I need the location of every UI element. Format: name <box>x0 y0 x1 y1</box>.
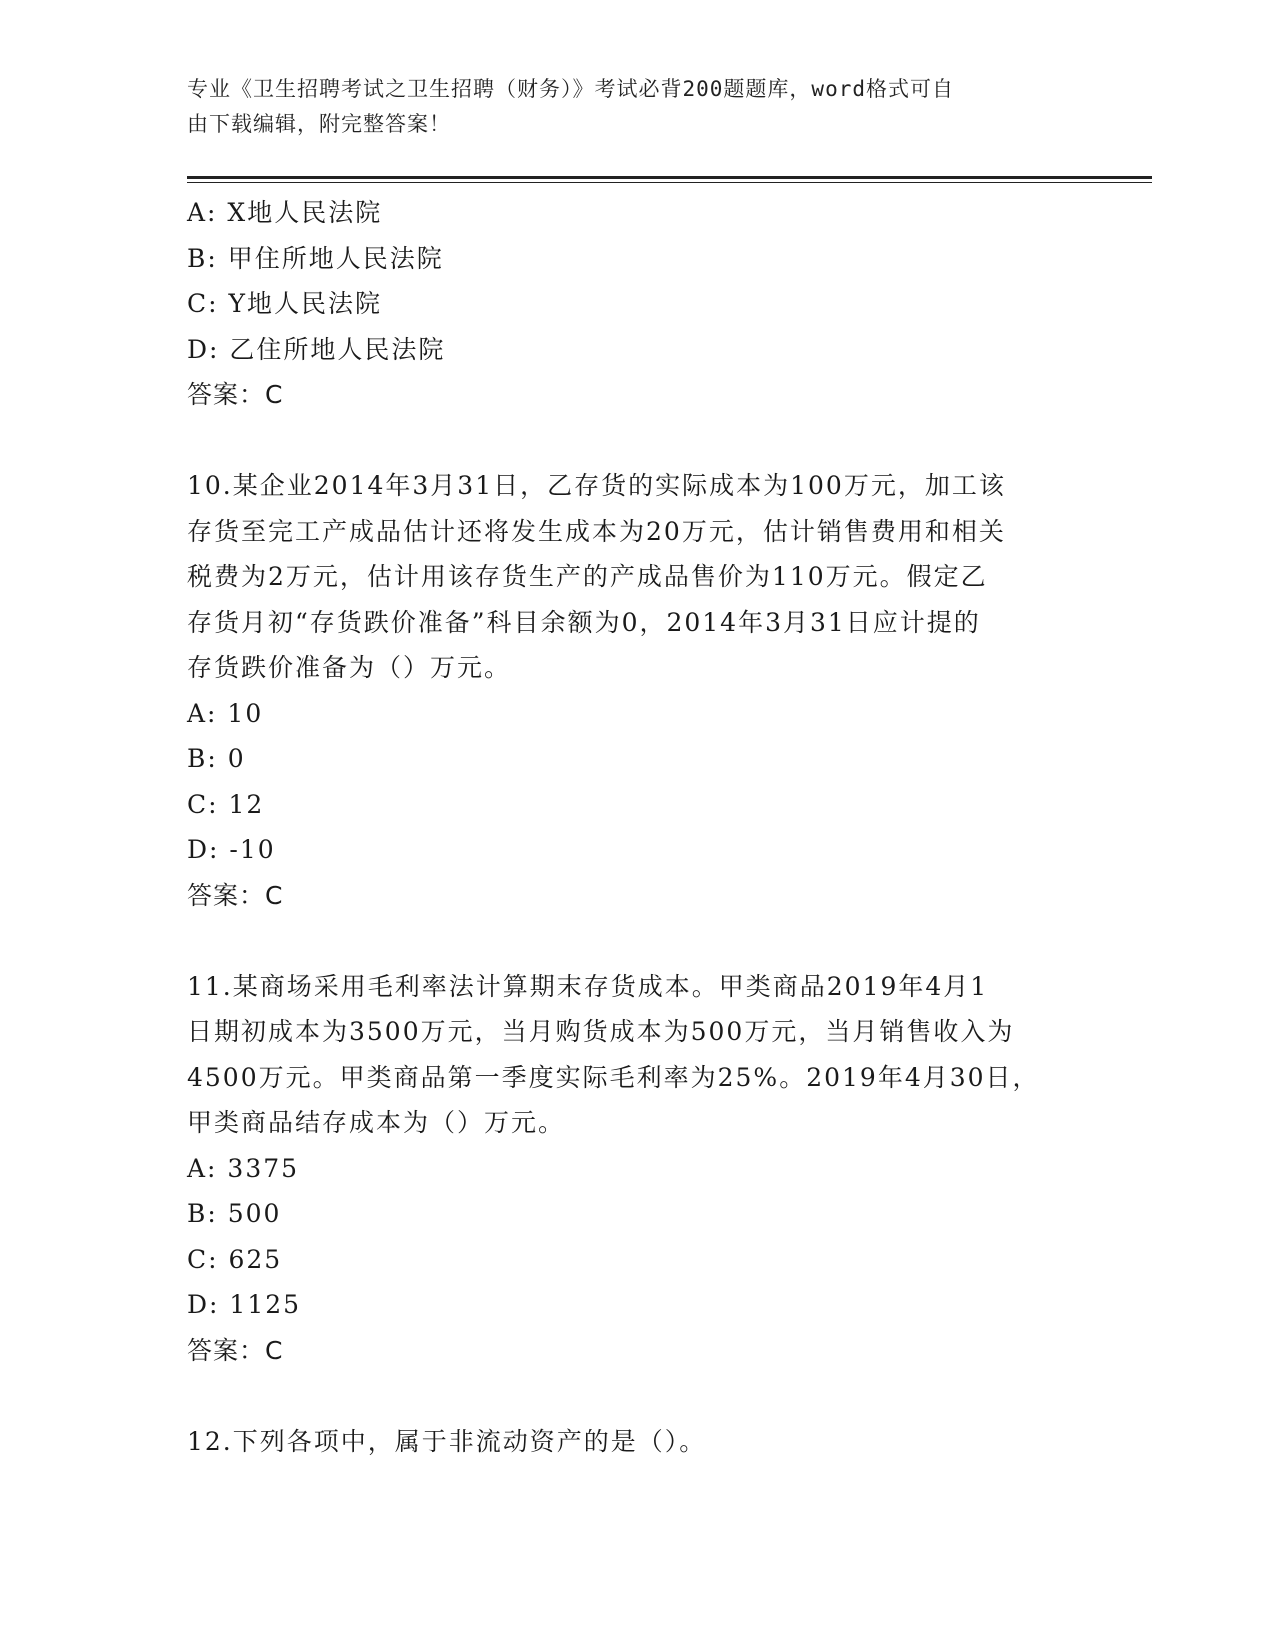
option-a: A: X地人民法院 <box>187 198 383 227</box>
spacer <box>187 918 1067 964</box>
header-line-2: 由下载编辑，附完整答案！ <box>187 112 451 136</box>
option-b: B: 500 <box>187 1199 282 1228</box>
question-stem-line: 存货月初“存货跌价准备”科目余额为0，2014年3月31日应计提的 <box>187 607 981 637</box>
question-10 <box>187 463 1067 918</box>
header-divider-thick <box>187 176 1152 179</box>
spacer <box>187 418 1067 464</box>
option-d: D: -10 <box>187 835 276 864</box>
header-divider-thin <box>187 182 1152 183</box>
question-content <box>187 190 1067 1464</box>
question-stem-line: 4500万元。甲类商品第一季度实际毛利率为25%。2019年4月30日， <box>187 1062 1040 1092</box>
option-b: B: 0 <box>187 744 246 773</box>
option-c: C: Y地人民法院 <box>187 289 383 318</box>
option-a: A: 3375 <box>187 1153 300 1183</box>
question-stem-line: 11.某商场采用毛利率法计算期末存货成本。甲类商品2019年4月1 <box>187 971 989 1001</box>
option-d: D: 乙住所地人民法院 <box>187 334 446 364</box>
answer: 答案：C <box>187 880 284 910</box>
question-11 <box>187 964 1067 1374</box>
spacer <box>187 1373 1067 1419</box>
question-stem-line: 日期初成本为3500万元，当月购货成本为500万元，当月销售收入为 <box>187 1017 1015 1046</box>
question-9 <box>187 190 1067 418</box>
question-stem-line: 甲类商品结存成本为（）万元。 <box>187 1108 566 1137</box>
option-d: D: 1125 <box>187 1290 302 1319</box>
document-header <box>187 72 1067 142</box>
option-b: B: 甲住所地人民法院 <box>187 243 444 273</box>
header-line-1: 专业《卫生招聘考试之卫生招聘（财务）》考试必背200题题库，word格式可自 <box>187 77 954 101</box>
option-c: C: 12 <box>187 789 265 819</box>
question-12 <box>187 1419 1067 1465</box>
option-c: C: 625 <box>187 1244 283 1274</box>
question-stem-line: 10.某企业2014年3月31日，乙存货的实际成本为100万元，加工该 <box>187 471 1006 500</box>
question-stem-line: 税费为2万元，估计用该存货生产的产成品售价为110万元。假定乙 <box>187 562 988 591</box>
question-stem-line: 12.下列各项中，属于非流动资产的是（）。 <box>187 1426 707 1456</box>
question-stem-line: 存货跌价准备为（）万元。 <box>187 653 512 682</box>
question-stem-line: 存货至完工产成品估计还将发生成本为20万元，估计销售费用和相关 <box>187 516 1006 546</box>
answer: 答案：C <box>187 1335 284 1365</box>
answer: 答案：C <box>187 380 284 409</box>
option-a: A: 10 <box>187 698 264 728</box>
